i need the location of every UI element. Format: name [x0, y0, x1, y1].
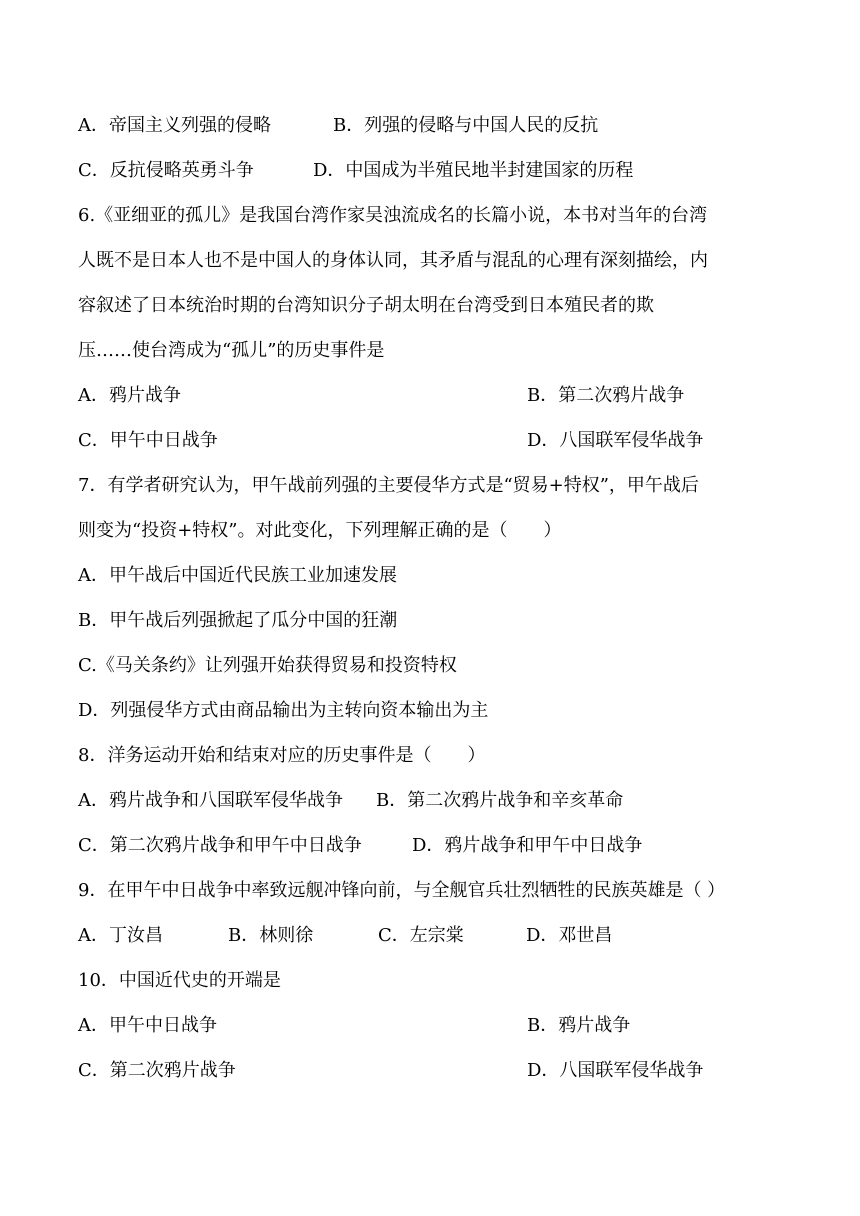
q9-stem-line-1: 9．在甲午中日战争中率致远舰冲锋向前，与全舰官兵壮烈牺牲的民族英雄是（ ）	[78, 880, 726, 901]
q7-option-a: A．甲午战后中国近代民族工业加速发展	[78, 565, 397, 586]
q7-option-c: C.《马关条约》让列强开始获得贸易和投资特权	[78, 655, 457, 676]
q7-stem-line-2: 则变为“投资+特权”。对此变化，下列理解正确的是（ ）	[78, 520, 562, 541]
q5-option-c: C．反抗侵略英勇斗争	[78, 160, 254, 181]
q6-stem-line-2: 人既不是日本人也不是中国人的身体认同，其矛盾与混乱的心理有深刻描绘，内	[78, 250, 708, 271]
q6-option-d: D．八国联军侵华战争	[527, 430, 704, 451]
q9-option-b: B．林则徐	[228, 925, 314, 946]
q6-option-c: C．甲午中日战争	[78, 430, 218, 451]
q7-stem-line-1: 7．有学者研究认为，甲午战前列强的主要侵华方式是“贸易+特权”，甲午战后	[78, 475, 699, 496]
q7-option-b: B．甲午战后列强掀起了瓜分中国的狂潮	[78, 610, 398, 631]
q5-option-a: A．帝国主义列强的侵略	[78, 115, 271, 136]
q10-option-d: D．八国联军侵华战争	[527, 1060, 704, 1081]
q9-option-a: A．丁汝昌	[78, 925, 163, 946]
q6-stem-line-3: 容叙述了日本统治时期的台湾知识分子胡太明在台湾受到日本殖民者的欺	[78, 295, 654, 316]
q10-option-a: A．甲午中日战争	[78, 1015, 217, 1036]
q8-stem-line-1: 8．洋务运动开始和结束对应的历史事件是（ ）	[78, 745, 486, 766]
q8-option-b: B．第二次鸦片战争和辛亥革命	[376, 790, 624, 811]
q8-option-c: C．第二次鸦片战争和甲午中日战争	[78, 835, 362, 856]
q10-stem-line-1: 10．中国近代史的开端是	[78, 970, 281, 991]
q6-option-a: A．鸦片战争	[78, 385, 181, 406]
q7-option-d: D．列强侵华方式由商品输出为主转向资本输出为主	[78, 700, 489, 721]
q6-stem-line-4: 压……使台湾成为“孤儿”的历史事件是	[78, 340, 385, 361]
q5-option-b: B．列强的侵略与中国人民的反抗	[333, 115, 599, 136]
q6-option-b: B．第二次鸦片战争	[527, 385, 685, 406]
q10-option-c: C．第二次鸦片战争	[78, 1060, 236, 1081]
q9-option-c: C．左宗棠	[378, 925, 464, 946]
q8-option-d: D．鸦片战争和甲午中日战争	[412, 835, 643, 856]
q8-option-a: A．鸦片战争和八国联军侵华战争	[78, 790, 343, 811]
q9-option-d: D．邓世昌	[526, 925, 613, 946]
q5-option-d: D．中国成为半殖民地半封建国家的历程	[313, 160, 634, 181]
q10-option-b: B．鸦片战争	[527, 1015, 631, 1036]
q6-stem-line-1: 6.《亚细亚的孤儿》是我国台湾作家吴浊流成名的长篇小说，本书对当年的台湾	[78, 205, 708, 226]
